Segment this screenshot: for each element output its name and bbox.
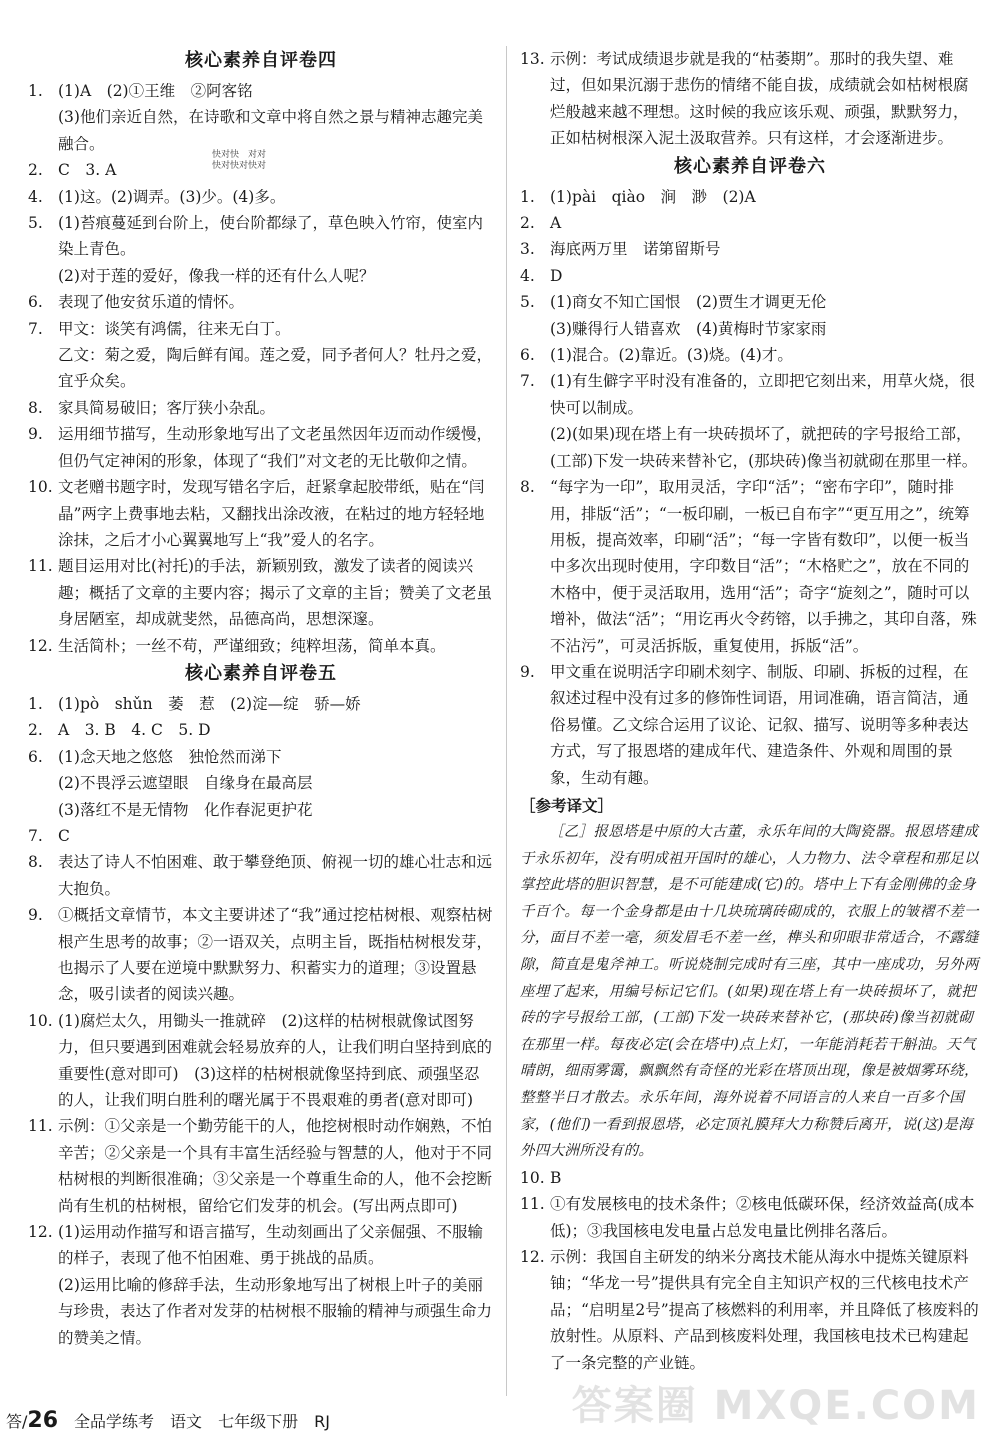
answer-number: 11. [28, 1117, 53, 1136]
answer-text: 文老赠书题字时，发现写错名字后，赶紧拿起胶带纸，贴在“闫晶”两字上费事地去粘，又翻找出涂改液，在粘过的地方轻轻地涂抹，之后才小心翼翼地写上“我”爱人的名字。 [58, 478, 485, 549]
answer-text: (1)pài qiào 涧 渺 (2)A [550, 187, 756, 206]
answer-text: 示例：考试成绩退步就是我的“枯萎期”。那时的我失望、难过，但如果沉溺于悲伤的情绪不能自拔，成绩就会如枯树根腐烂般越来越不理想。这时候的我应该乐观、顽强，默默努力，正如枯树根深入泥土汲取营养。只有这样，才会逐渐进步。 [550, 50, 969, 148]
subject-label: 语文 [170, 1412, 203, 1431]
answer-text: (1)A (2)①王维 ②阿客铭 [58, 82, 253, 100]
answer-item [28, 1219, 494, 1351]
answer-body [58, 421, 494, 474]
annotation-line: 快对快 对对 [212, 150, 267, 160]
answer-number: 6. [28, 747, 43, 766]
page-number: 答/26 [6, 1408, 59, 1433]
answer-item [28, 717, 494, 743]
answer-body [58, 553, 494, 632]
answer-item [28, 474, 494, 553]
answer-body [58, 744, 494, 823]
answer-item [28, 849, 494, 902]
answer-text: B [550, 1168, 562, 1187]
answer-text: A [550, 214, 562, 233]
handwritten-annotation [212, 150, 266, 172]
answer-text: (2)运用比喻的修辞手法，生动形象地写出了树根上叶子的美丽与珍贵，表达了作者对发芽的枯树根不服输的精神与顽强生命力的赞美之情。 [58, 1275, 493, 1347]
answer-text: (1)有生僻字平时没有准备的，立即把它刻出来，用草火烧，很快可以制成。 [550, 372, 975, 417]
answer-body [58, 289, 494, 315]
answer-item [520, 1165, 980, 1191]
answer-number: 9. [520, 662, 535, 681]
answer-body [58, 184, 494, 210]
answer-body [550, 659, 980, 791]
answer-number: 1. [520, 187, 535, 206]
answer-text: (1)念天地之悠悠 独怆然而涕下 [58, 747, 282, 766]
answer-text: ①概括文章情节，本文主要讲述了“我”通过挖枯树根、观察枯树根产生思考的故事；②一语双关，点明主旨，既指枯树根发芽，也揭示了人要在逆境中默默努力、积蓄实力的道理；③设置悬念，吸引读者的阅读兴趣。 [58, 906, 493, 1004]
answer-body [550, 342, 980, 368]
answer-number: 10. [520, 1168, 545, 1187]
answer-number: 4. [28, 187, 43, 206]
answer-text: (1)苔痕蔓延到台阶上，使台阶都绿了，草色映入竹帘，使室内染上青色。 [58, 214, 483, 259]
answer-number: 5. [28, 214, 43, 233]
answer-item [520, 263, 980, 289]
answer-text: 海底两万里 诺第留斯号 [550, 240, 721, 259]
answer-text: ①有发展核电的技术条件；②核电低碳环保，经济效益高(成本低)；③我国核电发电量占总发电量比例排名落后。 [550, 1195, 975, 1240]
answer-item [28, 289, 494, 315]
answer-number: 7. [520, 372, 535, 391]
answer-item [520, 1244, 980, 1376]
answer-text: (1)这。(2)调弄。(3)少。(4)多。 [58, 187, 286, 206]
answer-item [520, 1191, 980, 1244]
answer-text: A 3. B 4. C 5. D [58, 721, 211, 740]
answer-item [520, 184, 980, 210]
answer-body [58, 1008, 494, 1114]
page-footer [6, 1408, 330, 1433]
answer-text: 示例：①父亲是一个勤劳能干的人，他挖树根时动作娴熟，不怕辛苦；②父亲是一个具有丰富生活经验与智慧的人，他对于不同枯树根的判断很准确；③父亲是一个尊重生命的人，他不会挖断尚有生机的枯树根，留给它们发芽的机会。(写出两点即可) [58, 1117, 493, 1215]
answer-body [550, 46, 980, 152]
answer-number: 8. [520, 478, 535, 497]
answer-body [550, 263, 980, 289]
answer-item [28, 823, 494, 849]
answer-number: 13. [520, 50, 545, 68]
answer-item [520, 46, 980, 152]
answer-number: 8. [28, 398, 43, 417]
answer-body [58, 902, 494, 1008]
answer-item [520, 342, 980, 368]
answer-number: 11. [28, 557, 53, 576]
answer-text: (1)混合。(2)靠近。(3)烧。(4)才。 [550, 346, 793, 365]
answer-text: C 3. A [58, 161, 117, 180]
right-column [520, 46, 980, 1376]
answer-text: 乙文：菊之爱，陶后鲜有闻。莲之爱，同予者何人？牡丹之爱，宜乎众矣。 [58, 346, 493, 391]
answer-text: (3)他们亲近自然，在诗歌和文章中将自然之景与精神志趣完美融合。 [58, 108, 483, 153]
answer-item [28, 744, 494, 823]
answer-body [550, 236, 980, 262]
answer-text: (2)不畏浮云遮望眼 自缘身在最高层 [58, 774, 313, 793]
answer-number: 6. [28, 293, 43, 312]
answer-text: (1)pò shǔn 萎 惹 (2)淀—绽 骄—娇 [58, 694, 361, 713]
answer-body [58, 691, 494, 717]
answer-body [58, 1113, 494, 1219]
section-title: 核心素养自评卷四 [185, 50, 337, 71]
watermark-logo: 答案圈 MXQE.COM [571, 1383, 980, 1429]
answer-item [28, 184, 494, 210]
answer-number: 12. [28, 1223, 53, 1242]
answer-text: (2)对于莲的爱好，像我一样的还有什么人呢？ [58, 266, 375, 285]
answer-body [58, 1219, 494, 1351]
grade-label: 七年级下册 [218, 1412, 299, 1431]
answer-number: 2. [28, 721, 43, 740]
answer-body [550, 1244, 980, 1376]
answer-body [58, 78, 494, 157]
answer-text: 题目运用对比(衬托)的手法，新颖别致，激发了读者的阅读兴趣；概括了文章的主要内容；揭示了文章的主旨；赞美了文老虽身居陋室，却成就斐然，品德高尚，思想深邃。 [58, 557, 493, 629]
answer-number: 5. [520, 293, 535, 312]
answer-text: 甲文重在说明活字印刷术刻字、制版、印刷、拆板的过程，在叙述过程中没有过多的修饰性词语，用词准确，语言简洁，通俗易懂。乙文综合运用了议论、记叙、描写、说明等多种表达方式，写了报恩塔的建成年代、建造条件、外观和周围的景象，生动有趣。 [550, 662, 969, 787]
answer-item [28, 1113, 494, 1219]
answer-item [520, 289, 980, 342]
answer-item [28, 691, 494, 717]
answer-body [58, 474, 494, 553]
section-title: 核心素养自评卷五 [185, 662, 337, 684]
answer-item [28, 395, 494, 421]
answer-body [550, 368, 980, 474]
answer-item [28, 78, 494, 157]
answer-number: 8. [28, 853, 43, 872]
answer-text: (1)商女不知亡国恨 (2)贾生才调更无伦 [550, 293, 827, 312]
answer-item [520, 659, 980, 791]
answer-item [28, 210, 494, 289]
answer-body [550, 1165, 980, 1191]
answer-body [550, 289, 980, 342]
answer-text: 甲文：谈笑有鸿儒，往来无白丁。 [58, 319, 291, 338]
answer-text: 生活简朴；一丝不苟，严谨细致；纯粹坦荡，简单本真。 [58, 636, 446, 655]
answer-text: D [550, 266, 563, 285]
answer-body [58, 717, 494, 743]
answer-number: 10. [28, 1011, 53, 1030]
answer-text: 表现了他安贫乐道的情怀。 [58, 293, 245, 312]
answer-number: 10. [28, 478, 53, 497]
answer-number: 6. [520, 346, 535, 365]
answer-text: “每字为一印”，取用灵活，字印“活”；“密布字印”，随时排用，排版“活”；“一板印刷，一板已自布字”“更互用之”，统筹用板，提高效率，印刷“活”；“每一字皆有数印”，以便一板当中多次出现时使用，字印数目“活”；“木格贮之”，放在不同的木格中，便于灵活取用，选用“活”；奇字“旋刻之”，随时可以增补，做法“活”；“用讫再火令药镕，以手拂之，其印自落，殊不沾污”，可灵活拆版，重复使用，拆版“活”。 [550, 478, 977, 655]
answer-text: 家具简易破旧；客厅狭小杂乱。 [58, 398, 276, 417]
answer-body [58, 823, 494, 849]
answer-item [520, 474, 980, 659]
answer-item [520, 236, 980, 262]
answer-number: 9. [28, 906, 43, 925]
book-title: 全品学练考 [74, 1412, 155, 1431]
answer-number: 2. [28, 161, 43, 180]
answer-body [550, 210, 980, 236]
answer-body [58, 633, 494, 659]
answer-body [550, 1191, 980, 1244]
answer-body [58, 157, 494, 183]
answer-number: 7. [28, 826, 43, 845]
answer-number: 7. [28, 319, 43, 338]
annotation-line: 快对快对快对 [212, 161, 267, 171]
answer-text: 运用细节描写，生动形象地写出了文老虽然因年迈而动作缓慢，但仍气定神闲的形象，体现了“我们”对文老的无比敬仰之情。 [58, 425, 493, 470]
column-divider [506, 46, 507, 1396]
answer-item [520, 210, 980, 236]
answer-item [28, 902, 494, 1008]
answer-number: 9. [28, 425, 43, 444]
answer-text: (1)运用动作描写和语言描写，生动刻画出了父亲倔强、不服输的样子，表现了他不怕困难、勇于挑战的品质。 [58, 1223, 483, 1268]
answer-item [28, 1008, 494, 1114]
answer-item [28, 421, 494, 474]
answer-text: (2)(如果)现在塔上有一块砖损坏了，就把砖的字号报给工部，(工部)下发一块砖来替补它，(那块砖)像当初就砌在那里一样。 [550, 425, 978, 470]
answer-number: 1. [28, 694, 43, 713]
answer-body [550, 474, 980, 659]
answer-number: 1. [28, 82, 43, 100]
answer-number: 3. [520, 240, 535, 259]
answer-text: (1)腐烂太久，用锄头一推就碎 (2)这样的枯树根就像试图努力，但只要遇到困难就会轻易放弃的人，让我们明白坚持到底的重要性(意对即可) (3)这样的枯树根就像坚持到底、顽强坚忍的人，让我们明白胜利的曙光属于不畏艰难的勇者(意对即可) [58, 1011, 493, 1110]
answer-number: 4. [520, 266, 535, 285]
answer-body [58, 316, 494, 395]
answer-text: (3)赚得行人错喜欢 (4)黄梅时节家家雨 [550, 319, 827, 338]
reference-translation-heading: ［参考译文］ [520, 795, 614, 815]
answer-body [550, 184, 980, 210]
answer-item [28, 633, 494, 659]
answer-body [58, 395, 494, 421]
edition-label: RJ [314, 1412, 330, 1431]
answer-number: 12. [28, 636, 53, 655]
answer-body [58, 210, 494, 289]
answer-text: 表达了诗人不怕困难、敢于攀登绝顶、俯视一切的雄心壮志和远大抱负。 [58, 853, 493, 898]
answer-text: C [58, 826, 70, 845]
left-column [28, 46, 494, 1351]
answer-item [28, 553, 494, 632]
answer-text: (3)落红不是无情物 化作春泥更护花 [58, 800, 313, 819]
reference-translation: ［乙］报恩塔是中原的大古董，永乐年间的大陶瓷器。报恩塔建成于永乐初年，没有明成祖开国时的雄心，人力物力、法令章程和那足以掌控此塔的胆识智慧，是不可能建成(它)的。塔中上下有金刚佛的金身千百个。每一个金身都是由十几块琉璃砖砌成的，衣服上的皱褶不差一分，面目不差一毫，须发眉毛不差一丝，榫头和卯眼非常适合，不露缝隙，简直是鬼斧神工。听说烧制完成时有三座，其中一座成功，另外两座埋了起来，用编号标记它们。(如果)现在塔上有一块砖损坏了，就把砖的字号报给工部，(工部)下发一块砖来替补它，(那块砖)像当初就砌在那里一样。每夜必定(会在塔中)点上灯，一年能消耗若干斛油。天气晴朗，细雨雾霭，飘飘然有奇怪的光彩在塔顶出现，像是被烟雾环绕，整整半日才散去。永乐年间，海外说着不同语言的人来自一百多个国家，(他们)一看到报恩塔，必定顶礼膜拜大力称赞后离开，说(这)是海外四大洲所没有的。 [520, 823, 979, 1160]
answer-number: 12. [520, 1247, 545, 1266]
answer-number: 11. [520, 1195, 545, 1214]
answer-number: 2. [520, 214, 535, 233]
answer-text: 示例：我国自主研发的纳米分离技术能从海水中提炼关键原料铀；“华龙一号”提供具有完全自主知识产权的三代核电技术产品；“启明星2号”提高了核燃料的利用率，并且降低了核废料的放射性。从原料、产品到核废料处理，我国核电技术已构建起了一条完整的产业链。 [550, 1247, 979, 1372]
answer-item [28, 316, 494, 395]
answer-item [520, 368, 980, 474]
answer-body [58, 849, 494, 902]
section-title: 核心素养自评卷六 [674, 155, 826, 177]
